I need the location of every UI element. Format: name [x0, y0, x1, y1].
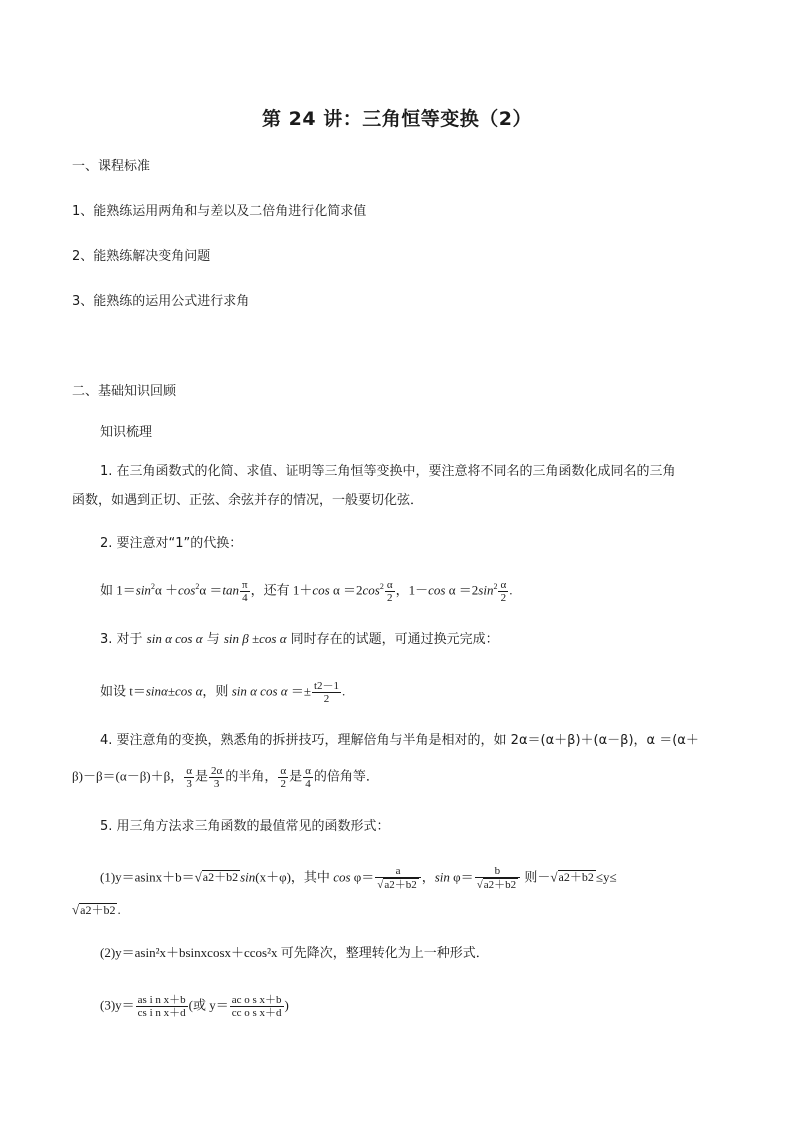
fraction-pi-over-4: $\frac{\pi}{4}$	[242, 578, 248, 604]
fraction-a-2: $\frac{\alpha}{2}$	[280, 765, 287, 790]
fraction-2a-3: $\frac{2\alpha}{3}$	[211, 765, 223, 790]
section1-item-2: 2、能熟练解决变角问题	[72, 249, 211, 264]
paragraph-4-line-2: β)－β＝(α－β)＋β， $\frac{\alpha}{3}$ 是 $\frac{2\alpha}{3}$ 的半角， $\frac{\alpha}{2}$ 是 $\frac{\alpha}{4}$ 的倍角等．	[72, 765, 379, 790]
fraction-sin-form: $\frac{\text{as i n x＋b}}{\text{cs i n x＋d}}$	[137, 994, 186, 1019]
fraction-sin-phi: $\frac{b}{√a2+b2}$	[475, 865, 520, 892]
formula-6: (2)y＝asin²x＋bsinxcosx＋ccos²x 可先降次，整理转化为上一种形式．	[100, 945, 489, 960]
formula-5-line-1: (1)y＝asinx＋b＝√a2＋b2 sin(x＋φ)，其中 cos φ＝ $\frac{a}{√a2+b2}$ ，sin φ＝ $\frac{b}{√a2+b2}$ 则－√a2＋b2 ≤y≤	[100, 865, 617, 891]
page-title: 第 24 讲：三角恒等变换（2）	[262, 108, 532, 130]
fraction-cos-form: $\frac{\text{ac o s x＋b}}{\text{cc o s x＋d}}$	[231, 994, 282, 1019]
paragraph-4-line-1: 4. 要注意角的变换，熟悉角的拆拼技巧，理解倍角与半角是相对的，如 2α＝(α＋β)＋(α－β)，α ＝(α＋	[100, 733, 699, 748]
section1-item-1: 1、能熟练运用两角和与差以及二倍角进行化简求值	[72, 204, 367, 219]
fraction-t-squared: $\frac{t2-1}{2}$	[313, 680, 340, 705]
section1-item-3: 3、能熟练的运用公式进行求角	[72, 294, 250, 309]
section1-heading: 一、课程标准	[72, 159, 151, 174]
paragraph-2: 2. 要注意对“1”的代换：	[100, 536, 243, 551]
formula-2: 如 $1=\sin^2\alpha +\cos^2\alpha =\tan$ $\frac{\pi}{4}$ ，还有 1＋cos $\alpha =2\cos^2$ $\frac{\alpha}{2}$ ，1－cos $\alpha =2\sin^2$ $\frac{\alpha}{2}$ .	[100, 578, 513, 604]
paragraph-1-line-1: 1. 在三角函数式的化简、求值、证明等三角恒等变换中，要注意将不同名的三角函数化成同名的三角	[100, 464, 676, 479]
fraction-a-3: $\frac{\alpha}{3}$	[186, 765, 193, 790]
section2-heading: 二、基础知识回顾	[72, 384, 177, 399]
fraction-a-4: $\frac{\alpha}{4}$	[305, 765, 311, 790]
fraction-cos-phi: $\frac{a}{√a2+b2}$	[375, 865, 420, 892]
fraction-alpha-over-2b: $\frac{\alpha}{2}$	[500, 578, 507, 604]
section2-subheading: 知识梳理	[100, 425, 153, 440]
paragraph-5: 5. 用三角方法求三角函数的最值常见的函数形式：	[100, 819, 390, 834]
paragraph-1-line-2: 函数，如遇到正切、正弦、余弦并存的情况，一般要切化弦．	[72, 493, 424, 508]
formula-3: 如设 t＝sinα±cos α，则 sin α cos α ＝± $\frac{t2-1}{2}$ .	[100, 680, 346, 705]
formula-7: (3)y＝ $\frac{\text{as i n x＋b}}{\text{cs i n x＋d}}$ (或 y＝ $\frac{\text{ac o s x＋b}}{\text{cc o s x＋d}}$ )	[100, 994, 289, 1019]
paragraph-3: 3. 对于 sin α cos α 与 sin β ±cos α 同时存在的试题，可通过换元完成：	[100, 631, 499, 647]
formula-5-line-2: √a2＋b2 .	[72, 902, 121, 917]
fraction-alpha-over-2: $\frac{\alpha}{2}$	[386, 578, 393, 604]
